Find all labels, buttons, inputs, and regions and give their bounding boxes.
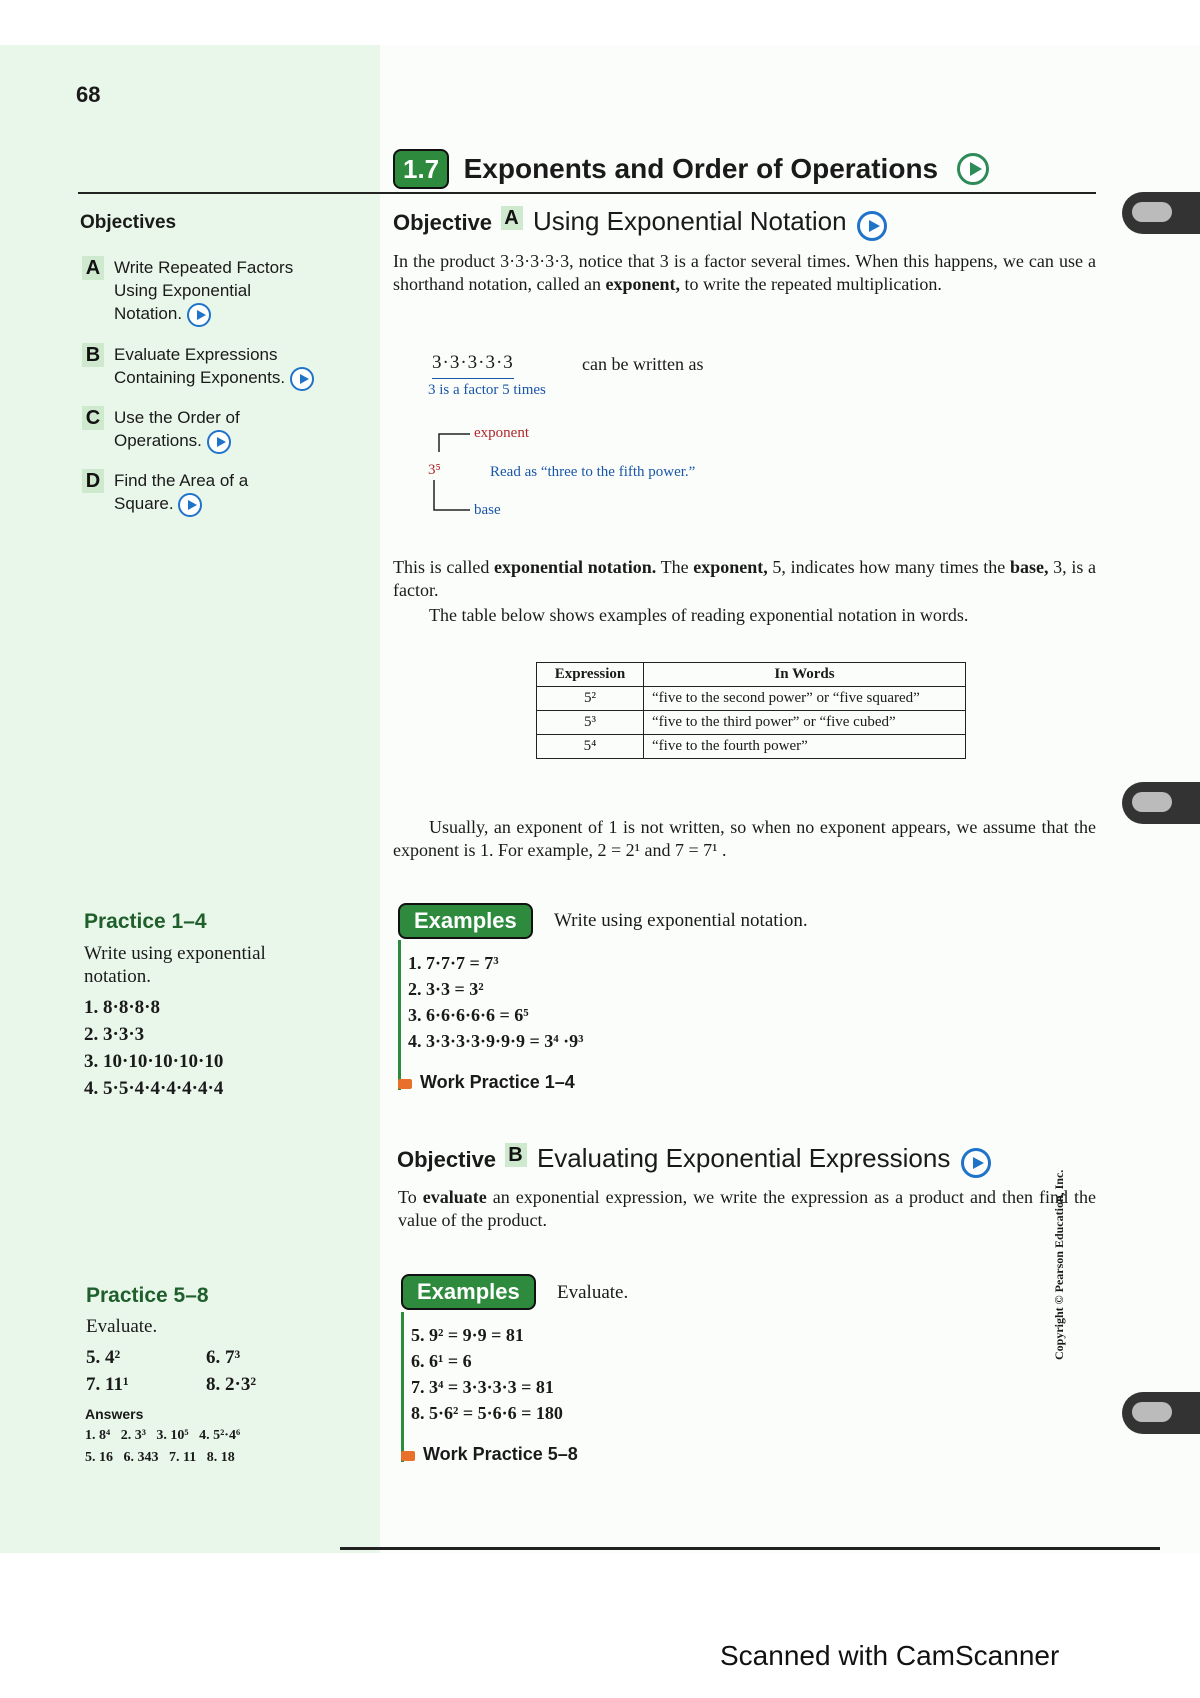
intro-text: to write the repeated multiplication.	[679, 274, 942, 294]
objective-b-item[interactable]	[82, 343, 329, 391]
table-cell: “five to the third power” or “five cubed”	[644, 711, 966, 735]
play-video-icon[interactable]	[178, 493, 202, 517]
body-text: To	[398, 1187, 423, 1207]
practice-item: 6. 7³	[206, 1347, 241, 1368]
practice-5-8-col2	[206, 1344, 256, 1398]
practice-5-8-title: Practice 5–8	[86, 1284, 209, 1307]
binder-ring	[1122, 782, 1200, 824]
objective-a-heading	[393, 206, 887, 241]
table-header-row	[537, 663, 966, 687]
examples-5-8-list	[411, 1322, 563, 1426]
intro-bold-term: exponent,	[605, 274, 680, 294]
answers-line: 1. 8⁴ 2. 3³ 3. 10⁵ 4. 5²·4⁶	[85, 1428, 241, 1443]
scanner-credit: Scanned with CamScanner	[720, 1640, 1060, 1671]
section-header	[393, 149, 1095, 189]
objective-text: Find the Area of a Square.	[114, 471, 249, 513]
section-number-badge: 1.7	[393, 149, 449, 189]
body-text: an exponential expression, we write the expression as a product and then find the value of the product.	[398, 1187, 1096, 1230]
can-be-written-text: can be written as	[582, 354, 704, 374]
objective-letter: D	[82, 469, 104, 493]
page-number: 68	[76, 82, 101, 107]
objective-title: Evaluating Exponential Expressions	[536, 1143, 951, 1173]
example-item: 2. 3·3 = 3²	[408, 979, 484, 999]
table-cell: 5⁴	[537, 735, 644, 759]
table-intro: The table below shows examples of reading exponential notation in words.	[429, 605, 969, 625]
practice-item: 3. 10·10·10·10·10	[84, 1051, 224, 1072]
table-row	[537, 735, 966, 759]
objective-label: Objective	[397, 1147, 497, 1172]
read-as-text: Read as “three to the fifth power.”	[490, 464, 696, 480]
practice-1-4-list	[84, 994, 223, 1102]
examples-5-8-header	[401, 1274, 536, 1310]
table-cell: “five to the fourth power”	[644, 735, 966, 759]
practice-item: 2. 3·3·3	[84, 1024, 145, 1045]
example-item: 7. 3⁴ = 3·3·3·3 = 81	[411, 1377, 554, 1397]
table-cell: 5²	[537, 687, 644, 711]
objective-a-item[interactable]	[82, 256, 314, 327]
page-bottom-edge	[340, 1547, 1160, 1550]
answers-heading: Answers	[85, 1406, 144, 1422]
bold-term: evaluate	[422, 1187, 487, 1207]
exponential-notation-paragraph	[393, 556, 1096, 627]
body-text: This is called	[393, 557, 495, 577]
exponent-words-table	[536, 662, 966, 759]
objective-d-item[interactable]	[82, 469, 254, 517]
objective-letter: C	[82, 406, 104, 430]
work-practice-label: Work Practice 1–4	[420, 1072, 575, 1092]
example-item: 6. 6¹ = 6	[411, 1351, 472, 1371]
example-item: 3. 6·6·6·6·6 = 6⁵	[408, 1005, 529, 1025]
examples-1-4-rule	[398, 940, 401, 1090]
table-header: In Words	[644, 663, 966, 687]
table-header: Expression	[537, 663, 644, 687]
work-practice-icon	[398, 1079, 412, 1089]
examples-1-4-header	[398, 903, 533, 939]
examples-5-8-instruction: Evaluate.	[557, 1282, 629, 1303]
power-expression: 3⁵	[428, 462, 441, 478]
practice-1-4-title: Practice 1–4	[84, 910, 207, 933]
practice-item: 4. 5·5·4·4·4·4·4·4	[84, 1078, 224, 1099]
play-video-icon[interactable]	[207, 430, 231, 454]
objective-letter: A	[501, 206, 523, 230]
objective-letter: B	[505, 1143, 527, 1167]
examples-5-8-rule	[401, 1312, 404, 1462]
work-practice-label: Work Practice 5–8	[423, 1444, 578, 1464]
bold-term: exponential notation.	[494, 557, 657, 577]
objective-text: Evaluate Expressions Containing Exponents.	[114, 345, 286, 387]
copyright-notice: Copyright © Pearson Education, Inc.	[1052, 1169, 1066, 1360]
objective-text: Use the Order of Operations.	[114, 408, 240, 450]
play-video-icon[interactable]	[857, 211, 887, 241]
table-row	[537, 711, 966, 735]
objective-b-intro	[398, 1186, 1096, 1232]
objectives-heading: Objectives	[80, 212, 177, 233]
play-video-icon[interactable]	[290, 367, 314, 391]
product-note: 3 is a factor 5 times	[428, 382, 546, 398]
body-text: Usually, an exponent of 1 is not written, so when no exponent appears, we assume that the exponent is 1. For example, 2 = 2¹ and 7 = 7¹ .	[393, 817, 1096, 860]
binder-ring	[1122, 192, 1200, 234]
examples-badge: Examples	[398, 903, 533, 939]
base-label: base	[474, 502, 501, 518]
example-item: 1. 7·7·7 = 7³	[408, 953, 499, 973]
example-item: 5. 9² = 9·9 = 81	[411, 1325, 524, 1345]
bold-term: exponent,	[693, 557, 768, 577]
table-cell: “five to the second power” or “five squared”	[644, 687, 966, 711]
intro-text: In the product 3·3·3·3·3, notice that 3 is a factor several times. When this happens, we can use a shorthand notation, called an	[393, 251, 1096, 294]
practice-item: 7. 11¹	[86, 1374, 129, 1395]
objective-b-heading	[397, 1143, 991, 1178]
objective-c-item[interactable]	[82, 406, 264, 454]
practice-5-8-col1	[86, 1344, 129, 1398]
objective-title: Using Exponential Notation	[532, 206, 847, 236]
example-item: 4. 3·3·3·3·9·9·9 = 3⁴ ·9³	[408, 1031, 584, 1051]
header-rule	[78, 192, 1096, 194]
examples-1-4-list	[408, 950, 584, 1054]
practice-item: 8. 2·3²	[206, 1374, 257, 1395]
objective-text: Write Repeated Factors Using Exponential Notation.	[114, 258, 294, 323]
objective-a-intro	[393, 250, 1096, 296]
binder-ring	[1122, 1392, 1200, 1434]
objective-letter: A	[82, 256, 104, 280]
practice-item: 1. 8·8·8·8	[84, 997, 161, 1018]
work-practice-icon	[401, 1451, 415, 1461]
product-expression: 3·3·3·3·3	[432, 352, 514, 379]
examples-badge: Examples	[401, 1274, 536, 1310]
play-video-icon[interactable]	[187, 303, 211, 327]
practice-5-8-instruction: Evaluate.	[86, 1316, 158, 1337]
play-video-icon[interactable]	[957, 153, 989, 185]
objective-label: Objective	[393, 210, 493, 235]
table-row	[537, 687, 966, 711]
body-text: 5, indicates how many times the	[767, 557, 1010, 577]
practice-1-4-instruction: Write using exponential notation.	[84, 943, 266, 987]
exponent-one-paragraph	[393, 816, 1096, 862]
body-text: 3, is a factor.	[393, 557, 1096, 600]
example-item: 8. 5·6² = 5·6·6 = 180	[411, 1403, 563, 1423]
section-title: Exponents and Order of Operations	[463, 153, 939, 184]
table-cell: 5³	[537, 711, 644, 735]
practice-item: 5. 4²	[86, 1347, 121, 1368]
examples-1-4-instruction: Write using exponential notation.	[554, 910, 808, 931]
body-text: The	[656, 557, 694, 577]
work-practice-5-8[interactable]	[401, 1444, 578, 1465]
answers-line: 5. 16 6. 343 7. 11 8. 18	[85, 1450, 235, 1465]
bold-term: base,	[1009, 557, 1049, 577]
play-video-icon[interactable]	[961, 1148, 991, 1178]
objective-letter: B	[82, 343, 104, 367]
exponent-label: exponent	[474, 425, 529, 441]
work-practice-1-4[interactable]	[398, 1072, 575, 1093]
